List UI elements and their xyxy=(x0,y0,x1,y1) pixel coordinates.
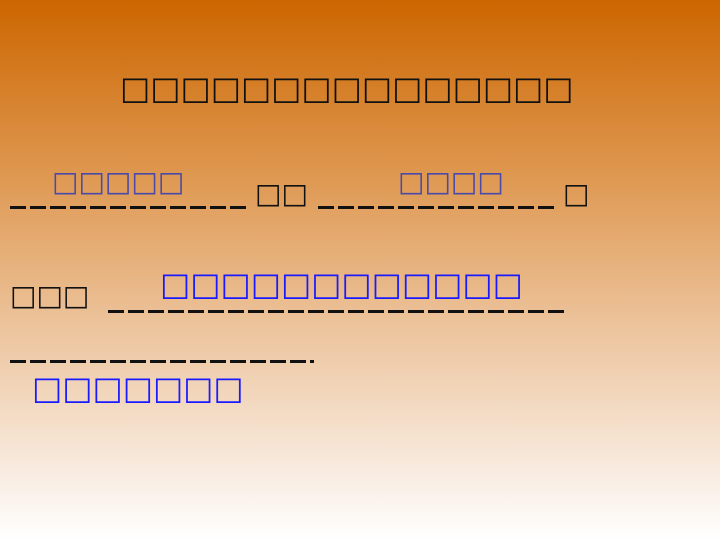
blank-answer-4: □□□□□□□ xyxy=(32,369,244,407)
blank-answer-1: □□□□□ xyxy=(52,165,185,198)
line2-prefix-text: □□□ xyxy=(10,279,90,312)
blank-underline-2 xyxy=(318,206,556,209)
blank-answer-2: □□□□ xyxy=(398,165,504,198)
line1-middle-text: □□ xyxy=(255,177,308,210)
blank-underline-4 xyxy=(10,360,314,363)
blank-underline-3 xyxy=(108,310,568,313)
line1-end-text: □ xyxy=(563,177,590,210)
blank-underline-1 xyxy=(10,206,246,209)
slide-title: □□□□□□□□□□□□□□□ xyxy=(120,69,574,107)
blank-answer-3: □□□□□□□□□□□□ xyxy=(160,265,523,303)
